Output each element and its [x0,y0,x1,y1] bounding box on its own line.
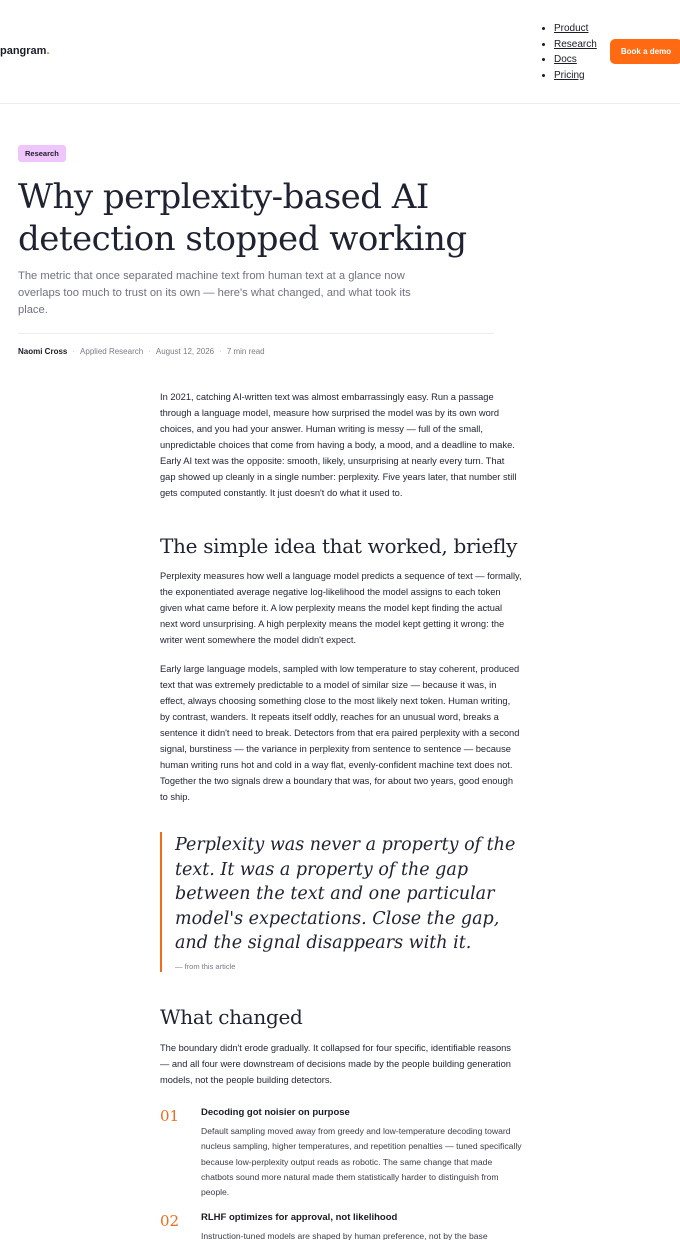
nav-item-docs [554,52,597,68]
pull-quote-cite: — from this article [175,961,236,971]
nav-link-product[interactable]: Product [554,23,589,34]
byline-separator: · [219,347,222,356]
list-item-description: Default sampling moved away from greedy and low-temperature decoding toward nucleus sampling, higher temperatures, and repetition penalties — tuned specifically because low-perplexity output reads as robotic. The same change that made chatbots sound more natural made them statistically harder to distinguish from people. [201,1126,522,1198]
nav-item-product [554,21,597,37]
list-item-number: 01 [160,1107,180,1125]
list-item-title: Decoding got noisier on purpose [201,1107,350,1118]
article-dek: The metric that once separated machine text from human text at a glance now overlaps too much to trust on its own — here's what changed, and what took its place. [18,270,411,316]
logo-text: pangram [0,45,47,57]
byline [18,347,265,356]
list-item-number: 02 [160,1212,180,1230]
read-time: 7 min read [226,347,265,356]
nav-item-pricing [554,68,597,84]
logo-dot: . [46,45,50,57]
list-item-title: RLHF optimizes for approval, not likelihood [201,1212,398,1223]
intro-paragraph: In 2021, catching AI-written text was almost embarrassingly easy. Run a passage through a language model, measure how surprised the model was by its own word choices, and you had your answer. Human writing is messy — full of the small, unpredictable choices that come from having a body, a mood, and a deadline to make. Early AI text was the opposite: smooth, likely, unsurprising at nearly every turn. That gap showed up cleanly in a single number: perplexity. Five years later, that number still gets computed constantly. It just doesn't do what it used to. [160,392,517,498]
body-paragraph: Early large language models, sampled with low temperature to stay coherent, produced text that was extremely predictable to a model of similar size — because it was, in effect, always choosing something close to the most likely next token. Human writing, by contrast, wanders. It repeats itself oddly, reaches for an unusual word, breaks a sentence it didn't need to break. Detectors from that era paired perplexity with a second signal, burstiness — the variance in perplexity from sentence to sentence — because human writing runs hot and cold in a way flat, evenly-confident machine text does not. Together the two signals drew a boundary that was, for about two years, good enough to ship. [160,664,520,802]
byline-separator: · [148,347,151,356]
section-heading: The simple idea that worked, briefly [160,534,518,558]
nav-link-research[interactable]: Research [554,38,597,50]
pull-quote [160,832,522,972]
category-tag[interactable]: Research [18,145,66,162]
pull-quote-text: Perplexity was never a property of the text. It was a property of the gap between the text and one particular model's expectations. Close the gap, and the signal disappears with it. [175,835,516,953]
main-nav [540,21,597,83]
publish-date: August 12, 2026 [155,347,215,356]
section-heading: What changed [160,1005,303,1029]
list-item-description: Instruction-tuned models are shaped by human preference, not by the base [201,1231,488,1240]
author-name[interactable]: Naomi Cross [18,347,68,356]
nav-item-research [554,37,597,53]
byline-separator: · [72,347,76,356]
logo[interactable] [0,45,50,57]
body-paragraph: Perplexity measures how well a language model predicts a sequence of text — formally, the exponentiated average negative log-likelihood the model assigns to each token given what came before it. A low perplexity means the model kept finding the actual next word unsurprising. A high perplexity means the model kept getting it wrong: the writer went somewhere the model didn't expect. [160,571,522,645]
body-paragraph: The boundary didn't erode gradually. It collapsed for four specific, identifiable reasons — and all four were downstream of decisions made by the people building generation models, not the people building detectors. [160,1043,511,1085]
site-header [0,0,680,104]
book-demo-button[interactable]: Book a demo [610,39,680,64]
nav-link-docs[interactable]: Docs [554,54,577,65]
author-section: Applied Research [80,347,144,356]
nav-link-pricing[interactable]: Pricing [554,69,585,81]
article-title: Why perplexity-based AI detection stopped working [18,177,467,259]
divider [18,333,494,334]
